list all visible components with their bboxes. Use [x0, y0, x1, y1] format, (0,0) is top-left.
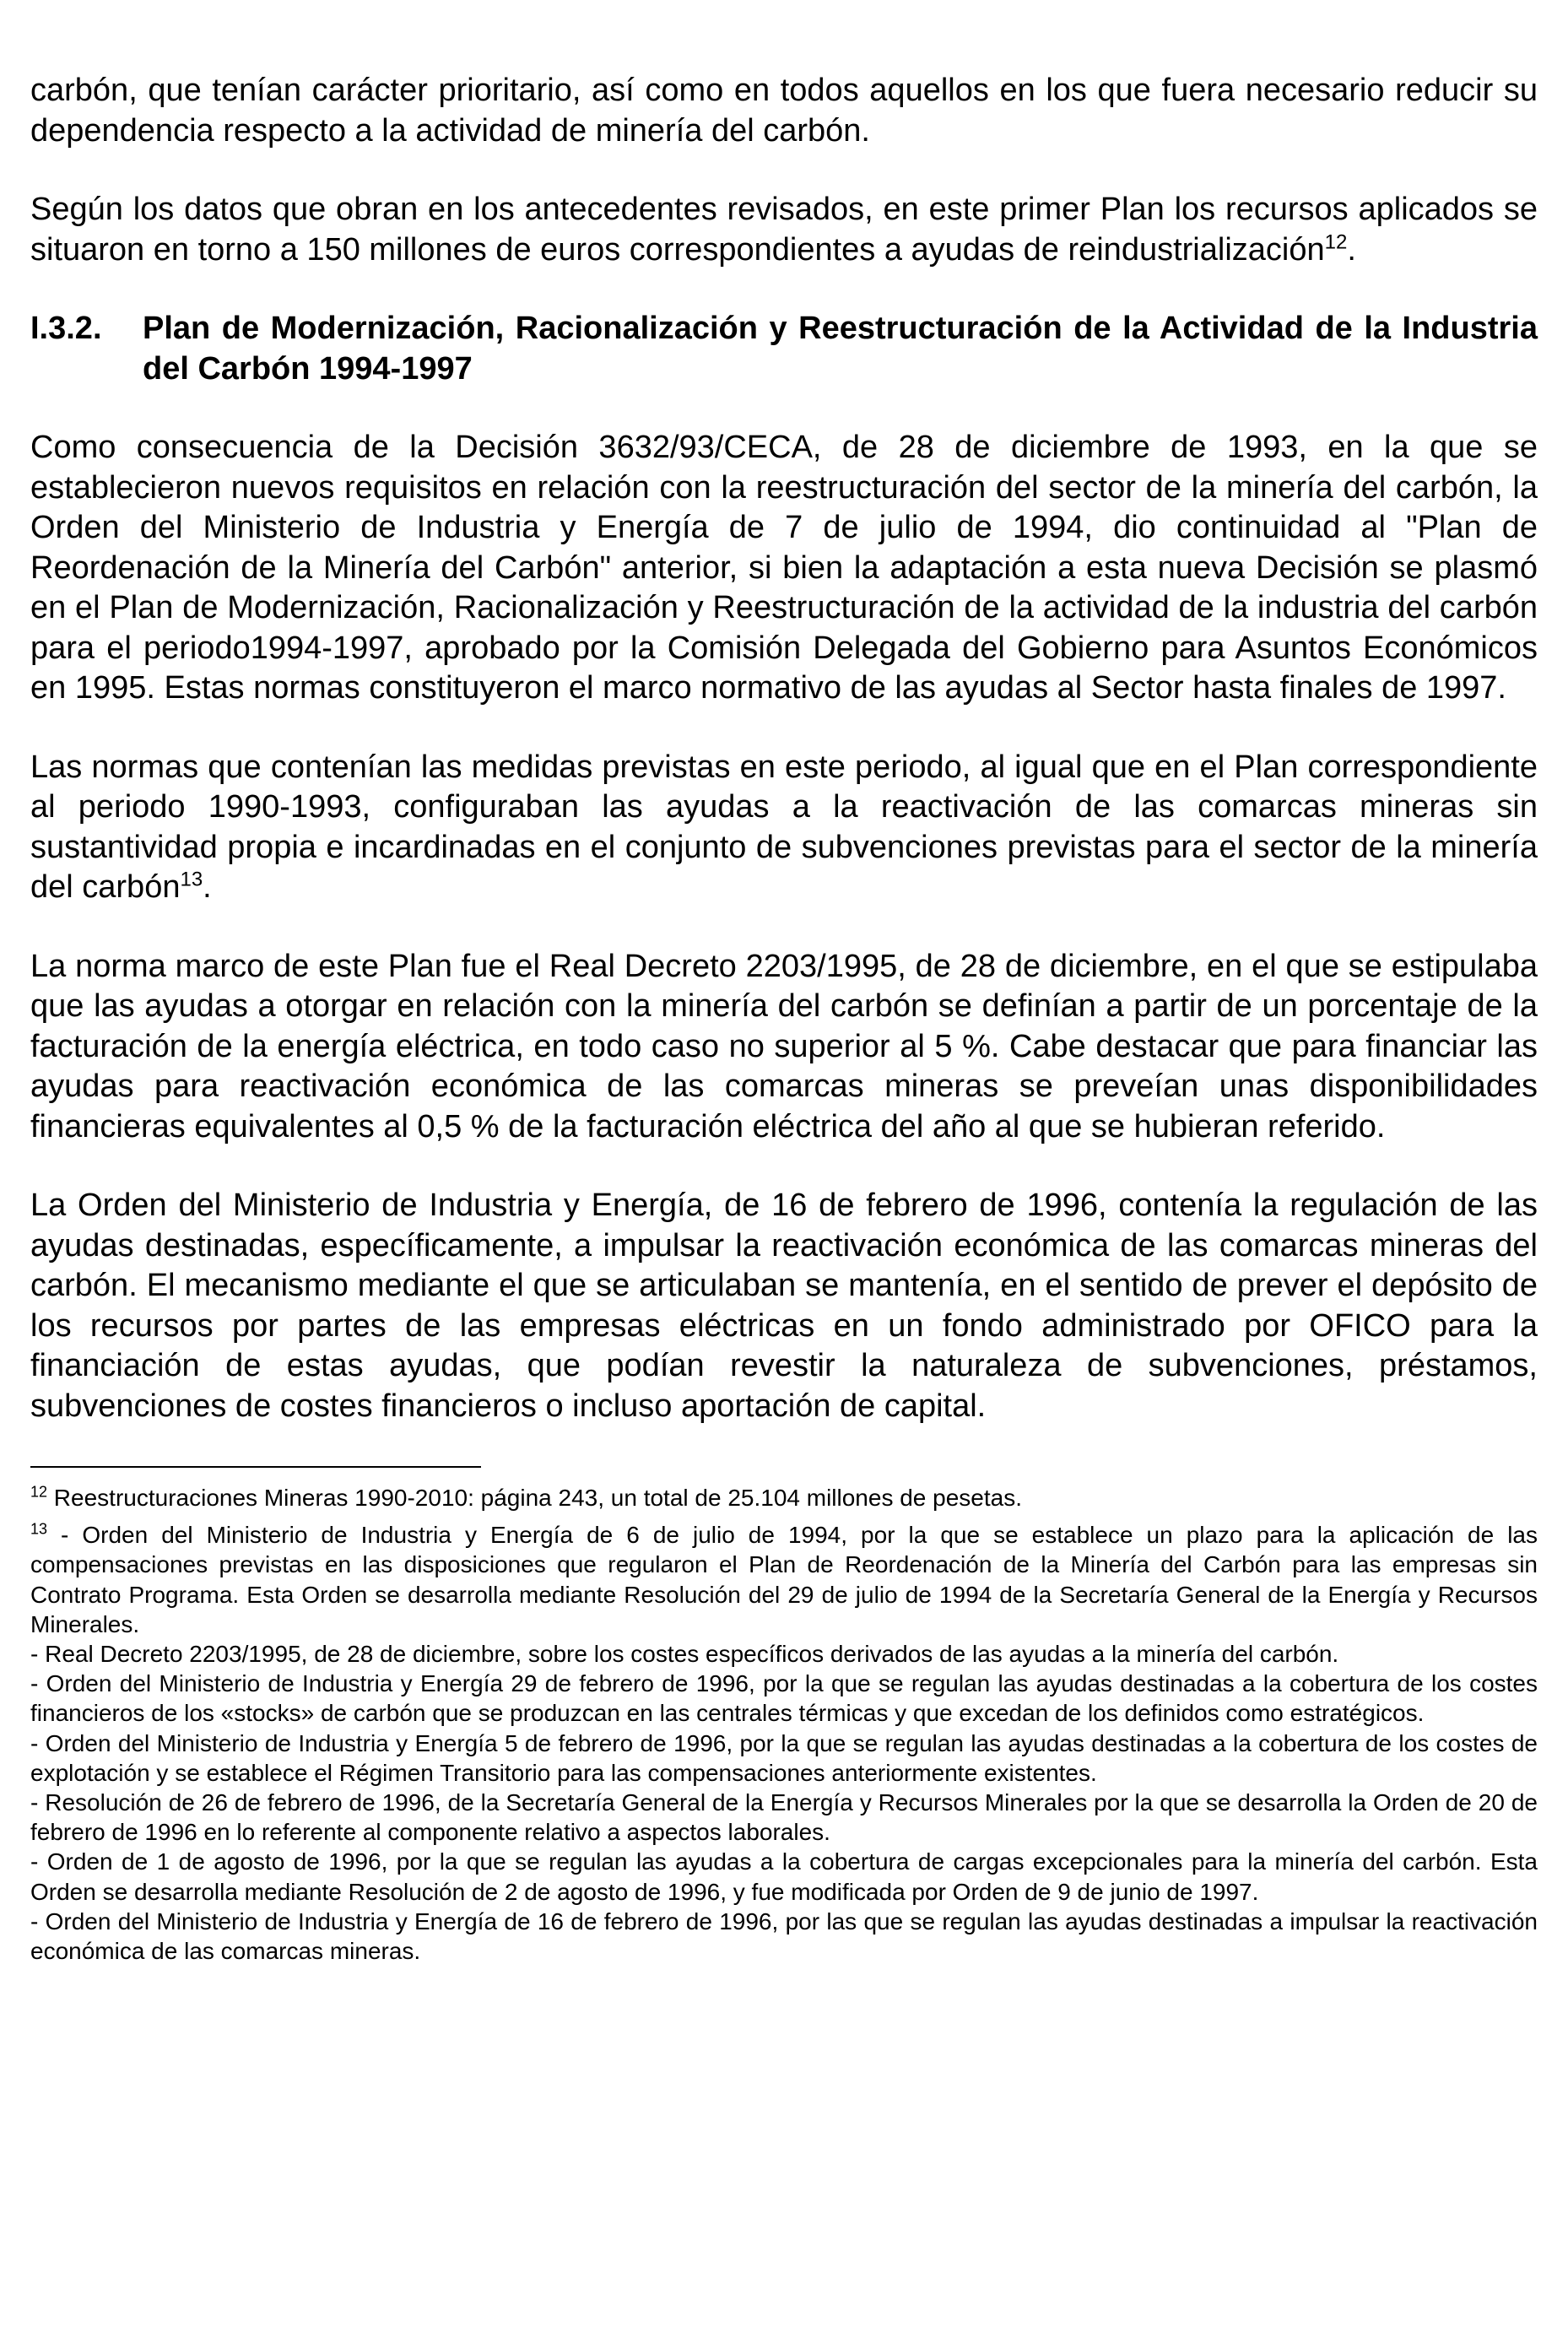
paragraph-4-end: .: [203, 869, 212, 905]
paragraph-4: [30, 748, 1538, 908]
paragraph-4-text: Las normas que contenían las medidas previstas en este periodo, al igual que en el Plan correspondiente al periodo 1990-1993, configuraban las ayudas a la reactivación de las comarcas mineras sin sustantividad propia e incardinadas en el conjunto de subvenciones previstas para el sector de la minería del carbón: [30, 749, 1538, 905]
footnote-ref-12[interactable]: 12: [1324, 230, 1348, 253]
paragraph-1: carbón, que tenían carácter prioritario, así como en todos aquellos en los que fuera necesario reducir su dependencia respecto a la actividad de minería del carbón.: [30, 73, 1538, 149]
footnote-13-item: - Orden del Ministerio de Industria y Energía 5 de febrero de 1996, por la que se regulan las ayudas destinadas a la cobertura de los costes de explotación y se establece el Régimen Transitorio para las compensaciones anteriormente existentes.: [30, 1729, 1538, 1786]
paragraph-2: [30, 190, 1538, 270]
footnote-12: [30, 1483, 1538, 1512]
section-number: I.3.2.: [30, 311, 102, 346]
section-title: Plan de Modernización, Racionalización y Reestructuración de la Actividad de la Industria del Carbón 1994-1997: [143, 311, 1538, 387]
footnote-13-text: - Orden del Ministerio de Industria y Energía de 6 de julio de 1994, por la que se establece un plazo para la aplicación de las compensaciones previstas en las disposiciones que regularon el Plan de Reordenación de la Minería del Carbón para las empresas sin Contrato Programa. Esta Orden se desarrolla mediante Resolución del 29 de julio de 1994 de la Secretaría General de la Energía y Recursos Minerales.: [30, 1522, 1538, 1637]
section-heading: [30, 309, 1538, 389]
footnote-13-item: - Orden de 1 de agosto de 1996, por la que se regulan las ayudas a la cobertura de cargas excepcionales para la minería del carbón. Esta Orden se desarrolla mediante Resolución de 2 de agosto de 1996, y fue modificada por Orden de 9 de junio de 1997.: [30, 1848, 1538, 1905]
paragraph-3: Como consecuencia de la Decisión 3632/93/CECA, de 28 de diciembre de 1993, en la que se establecieron nuevos requisitos en relación con la reestructuración del sector de la minería del carbón, la Orden del Ministerio de Industria y Energía de 7 de julio de 1994, dio continuidad al "Plan de Reordenación de la Minería del Carbón" anterior, si bien la adaptación a esta nueva Decisión se plasmó en el Plan de Modernización, Racionalización y Reestructuración de la actividad de la industria del carbón para el periodo1994-1997, aprobado por la Comisión Delegada del Gobierno para Asuntos Económicos en 1995. Estas normas constituyeron el marco normativo de las ayudas al Sector hasta finales de 1997.: [30, 430, 1538, 706]
footnote-gap: [30, 1512, 1538, 1520]
footnote-13-item: - Resolución de 26 de febrero de 1996, de la Secretaría General de la Energía y Recursos Minerales por la que se desarrolla la Orden de 20 de febrero de 1996 en lo referente al componente relativo a aspectos laborales.: [30, 1789, 1538, 1846]
paragraph-gap: [30, 151, 1538, 190]
paragraph-6: La Orden del Ministerio de Industria y Energía, de 16 de febrero de 1996, contenía la regulación de las ayudas destinadas, específicamente, a impulsar la reactivación económica de las comarcas mineras del carbón. El mecanismo mediante el que se articulaban se mantenía, en el sentido de prever el depósito de los recursos por partes de las empresas eléctricas en un fondo administrado por OFICO para la financiación de estas ayudas, que podían revestir la naturaleza de subvenciones, préstamos, subvenciones de costes financieros o incluso aportación de capital.: [30, 1188, 1538, 1424]
paragraph-5: La norma marco de este Plan fue el Real Decreto 2203/1995, de 28 de diciembre, en el que se estipulaba que las ayudas a otorgar en relación con la minería del carbón se definían a partir de un porcentaje de la facturación de la energía eléctrica, en todo caso no superior al 5 %. Cabe destacar que para financiar las ayudas para reactivación económica de las comarcas mineras se preveían unas disponibilidades financieras equivalentes al 0,5 % de la facturación eléctrica del año al que se hubieran referido.: [30, 948, 1538, 1144]
footnote-ref-13[interactable]: 13: [180, 868, 203, 891]
paragraph-gap: [30, 389, 1538, 428]
footnote-13-item: - Real Decreto 2203/1995, de 28 de diciembre, sobre los costes específicos derivados de las ayudas a la minería del carbón.: [30, 1641, 1339, 1668]
footnote-12-text: Reestructuraciones Mineras 1990-2010: página 243, un total de 25.104 millones de pesetas.: [47, 1485, 1023, 1511]
paragraph-gap: [30, 709, 1538, 748]
paragraph-2-end: .: [1347, 231, 1356, 268]
footnote-13-item: - Orden del Ministerio de Industria y Energía 29 de febrero de 1996, por la que se regulan las ayudas destinadas a la cobertura de los costes financieros de los «stocks» de carbón que se produzcan en las centrales térmicas y que excedan de los definidos como estratégicos.: [30, 1670, 1538, 1727]
footnote-13-item: [30, 1520, 1538, 1639]
footnote-mark-13: 13: [30, 1520, 48, 1538]
paragraph-gap: [30, 1147, 1538, 1186]
paragraph-gap: [30, 270, 1538, 309]
paragraph-gap: [30, 908, 1538, 947]
footnote-mark-12: 12: [30, 1483, 48, 1501]
paragraph-2-text: Según los datos que obran en los antecedentes revisados, en este primer Plan los recursos aplicados se situaron en torno a 150 millones de euros correspondientes a ayudas de reindustrialización: [30, 192, 1538, 268]
footnote-13-item: - Orden del Ministerio de Industria y Energía de 16 de febrero de 1996, por las que se regulan las ayudas destinadas a impulsar la reactivación económica de las comarcas mineras.: [30, 1907, 1538, 1965]
footnote-separator: [30, 1466, 481, 1468]
